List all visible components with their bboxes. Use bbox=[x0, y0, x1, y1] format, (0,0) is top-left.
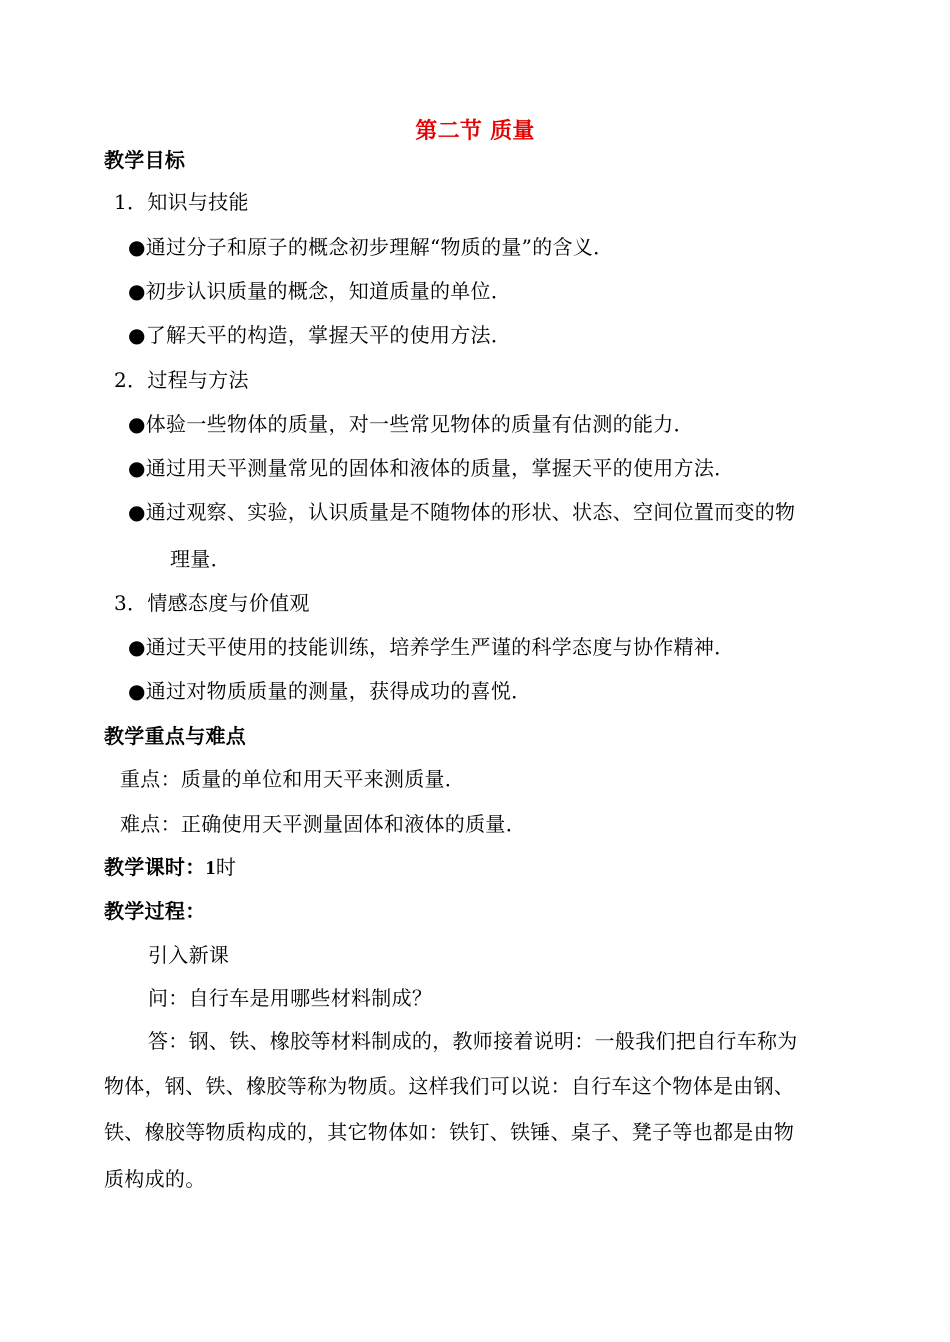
process-heading: 教学过程： bbox=[104, 899, 206, 923]
section-2-label: 2．过程与方法 bbox=[114, 368, 249, 392]
answer-line: 质构成的。 bbox=[104, 1167, 206, 1191]
key-points-heading: 教学重点与难点 bbox=[104, 724, 247, 748]
process-question: 问：自行车是用哪些材料制成？ bbox=[148, 986, 433, 1010]
bullet-item: ●初步认识质量的概念，知道质量的单位． bbox=[128, 279, 512, 303]
class-hours-unit: 时 bbox=[215, 855, 237, 879]
bullet-item: ●通过对物质质量的测量，获得成功的喜悦． bbox=[128, 679, 532, 703]
bullet-item-continuation: 理量． bbox=[170, 547, 231, 571]
difficulty-text: 难点：正确使用天平测量固体和液体的质量． bbox=[120, 812, 526, 836]
objectives-heading: 教学目标 bbox=[104, 148, 186, 172]
section-1-label: 1．知识与技能 bbox=[114, 190, 249, 214]
key-point-text: 重点：质量的单位和用天平来测质量． bbox=[120, 767, 466, 791]
answer-line: 铁、橡胶等物质构成的，其它物体如：铁钉、铁锤、桌子、凳子等也都是由物 bbox=[104, 1120, 795, 1144]
process-intro: 引入新课 bbox=[148, 943, 230, 967]
bullet-item: ●通过天平使用的技能训练，培养学生严谨的科学态度与协作精神． bbox=[128, 635, 735, 659]
answer-line: 物体，钢、铁、橡胶等称为物质。这样我们可以说：自行车这个物体是由钢、 bbox=[104, 1074, 795, 1098]
bullet-item: ●了解天平的构造，掌握天平的使用方法． bbox=[128, 323, 512, 347]
class-hours-label: 教学课时： bbox=[104, 855, 206, 879]
bullet-item: ●通过用天平测量常见的固体和液体的质量，掌握天平的使用方法． bbox=[128, 456, 735, 480]
class-hours-value: 1 bbox=[205, 857, 216, 879]
class-hours bbox=[104, 853, 236, 882]
page-title: 第二节 质量 bbox=[415, 119, 535, 144]
section-3-label: 3．情感态度与价值观 bbox=[114, 591, 310, 615]
bullet-item: ●通过观察、实验，认识质量是不随物体的形状、状态、空间位置而变的物 bbox=[128, 500, 796, 524]
bullet-item: ●通过分子和原子的概念初步理解“物质的量”的含义． bbox=[128, 235, 614, 259]
answer-line: 答：钢、铁、橡胶等材料制成的，教师接着说明：一般我们把自行车称为 bbox=[148, 1029, 798, 1053]
bullet-item: ●体验一些物体的质量，对一些常见物体的质量有估测的能力． bbox=[128, 412, 694, 436]
